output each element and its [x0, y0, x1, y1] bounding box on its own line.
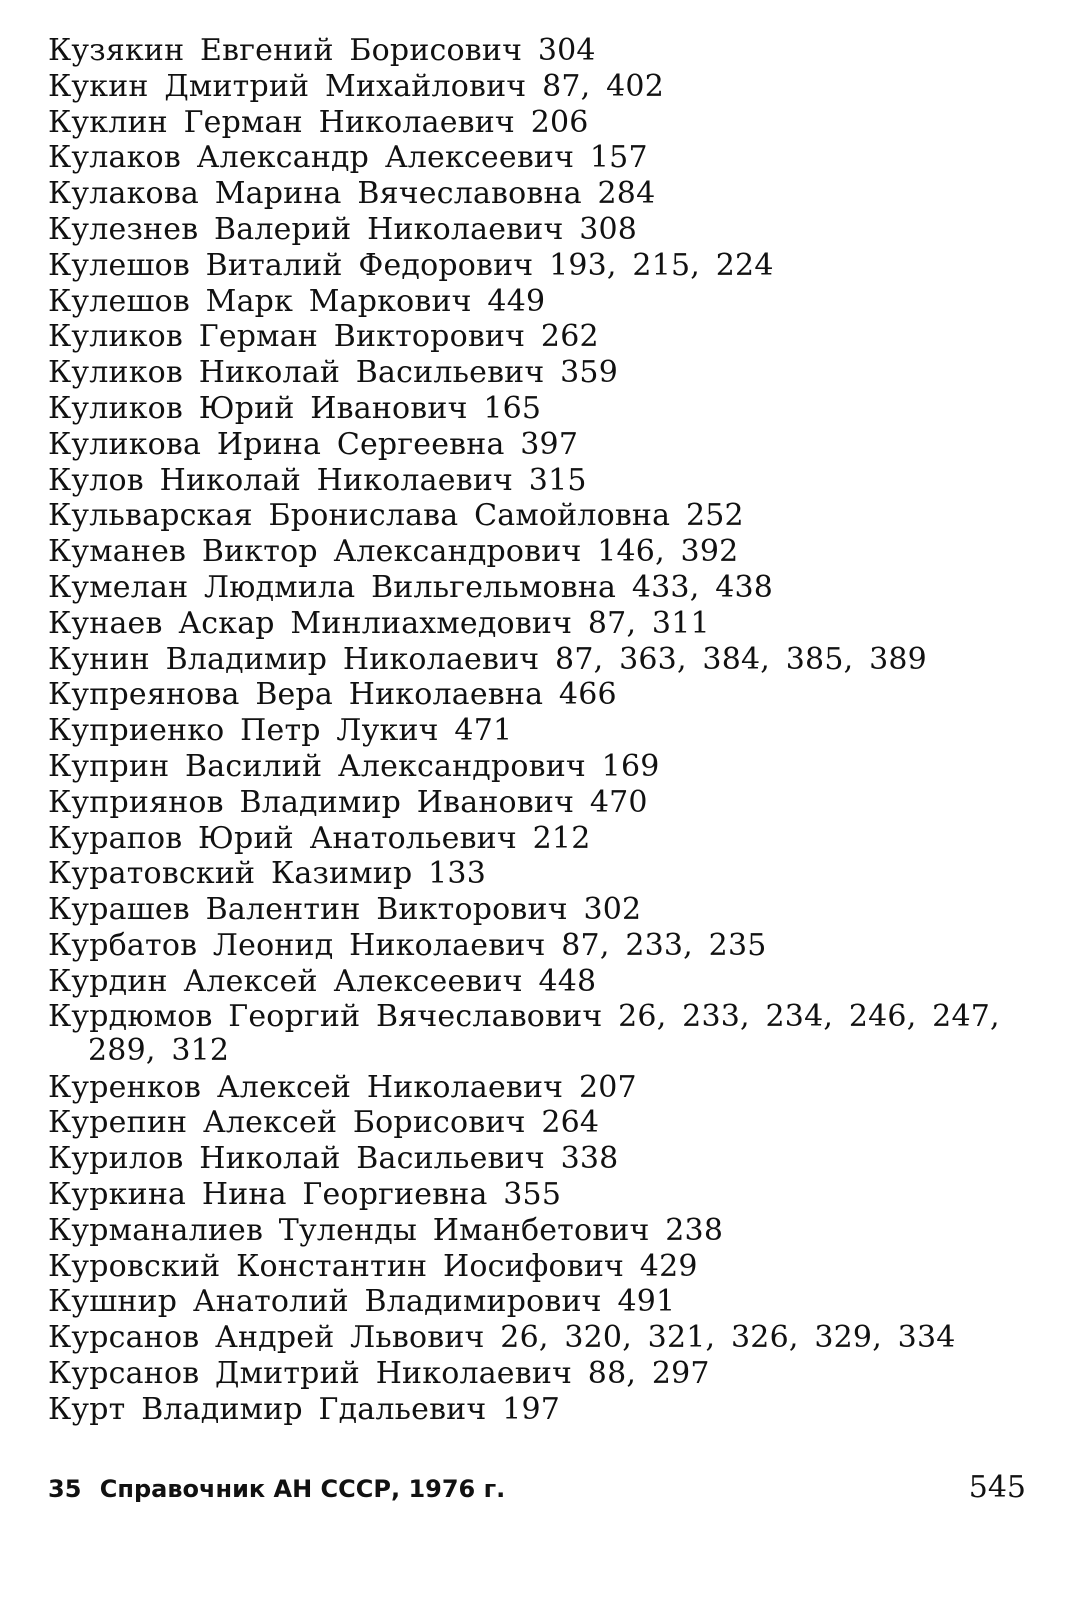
index-entry: Куликов Герман Викторович 262: [48, 319, 599, 355]
index-entry: Кунаев Аскар Минлиахмедович 87, 311: [48, 605, 710, 641]
index-entry: Кулов Николай Николаевич 315: [48, 462, 587, 498]
page-footer: [48, 1470, 1026, 1510]
index-entry: Куприянов Владимир Иванович 470: [48, 784, 648, 820]
index-entry: Куприенко Петр Лукич 471: [48, 713, 513, 749]
index-entry: Кулакова Марина Вячеславовна 284: [48, 176, 656, 212]
signature-text: Справочник АН СССР, 1976 г.: [99, 1475, 506, 1503]
name-index-list: [48, 33, 1038, 1427]
index-entry: Куманев Виктор Александрович 146, 392: [48, 534, 739, 570]
index-entry: Курилов Николай Васильевич 338: [48, 1141, 619, 1177]
index-entry: Кулешов Виталий Федорович 193, 215, 224: [48, 247, 774, 283]
index-entry: Кузякин Евгений Борисович 304: [48, 33, 596, 68]
page-number: 545: [968, 1470, 1026, 1505]
index-entry: Куликов Николай Васильевич 359: [48, 355, 618, 391]
index-entry: Куровский Константин Иосифович 429: [48, 1248, 698, 1284]
index-entry: Кулаков Александр Алексеевич 157: [48, 140, 648, 176]
index-entry: Курбатов Леонид Николаевич 87, 233, 235: [48, 927, 767, 963]
index-entry: Куренков Алексей Николаевич 207: [48, 1069, 637, 1105]
index-entry: Курдюмов Георгий Вячеславович 26, 233, 234, 246, 247, 289, 312: [48, 998, 1000, 1068]
index-entry: Куклин Герман Николаевич 206: [48, 104, 589, 140]
index-entry: Курдин Алексей Алексеевич 448: [48, 963, 597, 999]
index-entry: Курапов Юрий Анатольевич 212: [48, 820, 591, 856]
index-entry: Кушнир Анатолий Владимирович 491: [48, 1284, 676, 1320]
index-entry: Куликова Ирина Сергеевна 397: [48, 426, 579, 462]
index-entry: Кульварская Бронислава Самойловна 252: [48, 498, 744, 534]
index-entry: Кулезнев Валерий Николаевич 308: [48, 211, 638, 247]
index-entry: Курепин Алексей Борисович 264: [48, 1105, 600, 1141]
index-entry: Куликов Юрий Иванович 165: [48, 390, 542, 426]
index-entry: Кукин Дмитрий Михайлович 87, 402: [48, 68, 664, 104]
footer-signature: [48, 1475, 505, 1503]
index-entry: Курсанов Дмитрий Николаевич 88, 297: [48, 1355, 710, 1391]
index-entry: Куприн Василий Александрович 169: [48, 748, 660, 784]
index-entry: Кумелан Людмила Вильгельмовна 433, 438: [48, 569, 774, 605]
index-entry: Кунин Владимир Николаевич 87, 363, 384, 385, 389: [48, 641, 927, 677]
index-entry: Курт Владимир Гдальевич 197: [48, 1391, 561, 1427]
index-entry: Кулешов Марк Маркович 449: [48, 283, 546, 319]
signature-number: 35: [48, 1475, 82, 1503]
index-entry: Курашев Валентин Викторович 302: [48, 892, 642, 928]
index-entry: Курсанов Андрей Львович 26, 320, 321, 326, 329, 334: [48, 1320, 956, 1356]
index-entry: Куратовский Казимир 133: [48, 856, 486, 892]
index-entry: Курманалиев Туленды Иманбетович 238: [48, 1212, 724, 1248]
index-entry: Куркина Нина Георгиевна 355: [48, 1176, 562, 1212]
index-entry: Купреянова Вера Николаевна 466: [48, 677, 617, 713]
